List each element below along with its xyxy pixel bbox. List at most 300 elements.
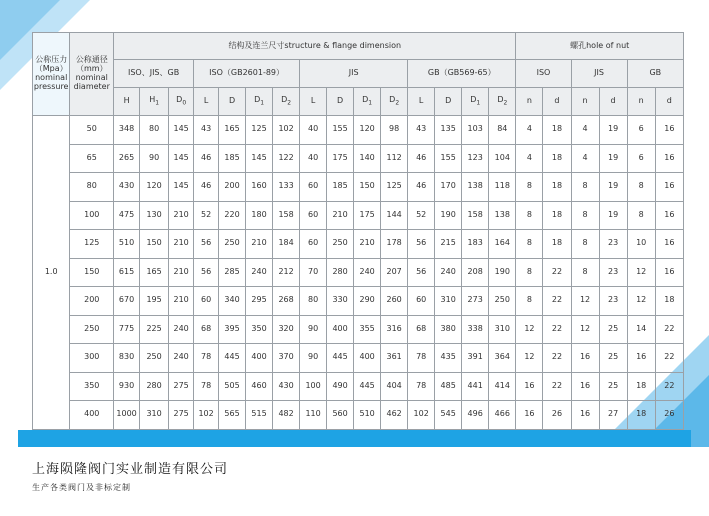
table-cell: 310 — [435, 287, 462, 316]
group-header: ISO — [516, 60, 571, 88]
table-cell: 210 — [327, 201, 354, 230]
column-header — [140, 88, 169, 116]
table-cell: 26 — [543, 401, 571, 430]
table-cell: 565 — [219, 401, 246, 430]
table-cell: 4 — [571, 116, 599, 145]
table-cell: 130 — [140, 201, 169, 230]
column-header — [408, 88, 435, 116]
table-cell: 4 — [571, 144, 599, 173]
column-header — [571, 88, 599, 116]
table-cell: 46 — [194, 173, 219, 202]
group-header: GB（GB569-65） — [408, 60, 516, 88]
table-cell: 485 — [435, 372, 462, 401]
table-row — [33, 173, 684, 202]
table-cell: 23 — [599, 258, 627, 287]
table-cell: 103 — [462, 116, 489, 145]
column-symbol: D — [362, 94, 369, 104]
table-cell: 123 — [462, 144, 489, 173]
table-cell: 52 — [194, 201, 219, 230]
company-name: 上海陨隆阀门实业制造有限公司 — [32, 462, 229, 477]
table-cell: 545 — [435, 401, 462, 430]
table-cell: 6 — [627, 116, 655, 145]
table-cell: 46 — [408, 144, 435, 173]
table-cell: 12 — [516, 315, 543, 344]
group-header: JIS — [300, 60, 408, 88]
table-cell: 435 — [435, 344, 462, 373]
column-symbol: d — [666, 96, 672, 106]
column-symbol: H — [123, 96, 130, 106]
table-cell: 210 — [354, 230, 381, 259]
table-cell: 490 — [327, 372, 354, 401]
column-symbol: D — [470, 94, 477, 104]
column-header — [462, 88, 489, 116]
table-cell: 178 — [381, 230, 408, 259]
table-cell: 208 — [462, 258, 489, 287]
table-cell: 12 — [627, 287, 655, 316]
accent-bar — [18, 430, 691, 447]
table-cell: 145 — [169, 173, 194, 202]
column-symbol: D — [254, 94, 261, 104]
table-row — [33, 116, 684, 145]
table-cell: 90 — [140, 144, 169, 173]
table-cell: 183 — [462, 230, 489, 259]
column-header — [219, 88, 246, 116]
table-cell: 338 — [462, 315, 489, 344]
table-cell: 510 — [114, 230, 140, 259]
table-cell: 12 — [571, 287, 599, 316]
table-cell: 330 — [327, 287, 354, 316]
table-cell: 391 — [462, 344, 489, 373]
table-cell: 90 — [300, 344, 327, 373]
table-cell: 475 — [114, 201, 140, 230]
table-cell: 496 — [462, 401, 489, 430]
table-cell: 445 — [354, 372, 381, 401]
table-cell: 25 — [599, 372, 627, 401]
table-cell: 165 — [219, 116, 246, 145]
table-cell: 210 — [169, 201, 194, 230]
table-cell: 78 — [194, 372, 219, 401]
table-cell: 830 — [114, 344, 140, 373]
table-cell: 430 — [114, 173, 140, 202]
table-cell: 140 — [354, 144, 381, 173]
table-cell: 98 — [381, 116, 408, 145]
table-cell: 275 — [169, 401, 194, 430]
table-cell: 210 — [246, 230, 273, 259]
table-cell: 316 — [381, 315, 408, 344]
table-cell: 78 — [194, 344, 219, 373]
table-cell: 18 — [543, 173, 571, 202]
table-cell: 320 — [273, 315, 300, 344]
table-cell: 240 — [435, 258, 462, 287]
table-cell: 190 — [489, 258, 516, 287]
table-cell: 18 — [543, 116, 571, 145]
table-row — [33, 258, 684, 287]
table-cell: 8 — [516, 287, 543, 316]
table-cell: 310 — [140, 401, 169, 430]
table-cell: 460 — [246, 372, 273, 401]
table-row — [33, 144, 684, 173]
nominal-diameter-cell: 80 — [70, 173, 114, 202]
table-cell: 6 — [627, 144, 655, 173]
table-cell: 56 — [194, 258, 219, 287]
table-cell: 150 — [140, 230, 169, 259]
table-row — [33, 201, 684, 230]
table-cell: 155 — [435, 144, 462, 173]
table-cell: 158 — [273, 201, 300, 230]
table-cell: 22 — [543, 287, 571, 316]
table-cell: 404 — [381, 372, 408, 401]
table-cell: 135 — [435, 116, 462, 145]
table-cell: 930 — [114, 372, 140, 401]
table-cell: 250 — [219, 230, 246, 259]
table-cell: 16 — [655, 230, 683, 259]
table-cell: 280 — [140, 372, 169, 401]
table-cell: 18 — [627, 372, 655, 401]
table-cell: 16 — [516, 401, 543, 430]
table-cell: 250 — [140, 344, 169, 373]
table-cell: 118 — [489, 173, 516, 202]
table-cell: 200 — [219, 173, 246, 202]
table-cell: 27 — [599, 401, 627, 430]
table-cell: 14 — [627, 315, 655, 344]
table-cell: 102 — [408, 401, 435, 430]
table-cell: 170 — [435, 173, 462, 202]
table-cell: 23 — [599, 287, 627, 316]
column-symbol: H — [149, 94, 156, 104]
table-cell: 80 — [300, 287, 327, 316]
table-cell: 68 — [194, 315, 219, 344]
table-cell: 195 — [140, 287, 169, 316]
table-cell: 40 — [300, 144, 327, 173]
table-cell: 175 — [327, 144, 354, 173]
table-cell: 220 — [219, 201, 246, 230]
table-cell: 22 — [543, 315, 571, 344]
table-cell: 445 — [327, 344, 354, 373]
table-cell: 8 — [627, 173, 655, 202]
table-cell: 240 — [354, 258, 381, 287]
column-symbol: D — [389, 94, 396, 104]
table-cell: 120 — [354, 116, 381, 145]
table-cell: 150 — [354, 173, 381, 202]
table-cell: 275 — [169, 372, 194, 401]
table-row — [33, 315, 684, 344]
table-cell: 190 — [435, 201, 462, 230]
table-cell: 350 — [246, 315, 273, 344]
table-cell: 165 — [140, 258, 169, 287]
table-cell: 240 — [246, 258, 273, 287]
column-header — [627, 88, 655, 116]
group-header: GB — [627, 60, 683, 88]
column-header — [381, 88, 408, 116]
table-cell: 207 — [381, 258, 408, 287]
column-subscript: 1 — [368, 99, 373, 107]
table-cell: 19 — [599, 173, 627, 202]
table-cell: 185 — [327, 173, 354, 202]
column-symbol: n — [638, 96, 644, 106]
table-cell: 414 — [489, 372, 516, 401]
table-cell: 280 — [327, 258, 354, 287]
column-header — [194, 88, 219, 116]
table-cell: 70 — [300, 258, 327, 287]
table-cell: 25 — [599, 315, 627, 344]
table-cell: 16 — [571, 401, 599, 430]
table-cell: 515 — [246, 401, 273, 430]
table-cell: 56 — [408, 258, 435, 287]
table-cell: 19 — [599, 144, 627, 173]
table-cell: 125 — [246, 116, 273, 145]
nominal-diameter-cell: 250 — [70, 315, 114, 344]
table-cell: 18 — [655, 287, 683, 316]
column-header — [489, 88, 516, 116]
table-cell: 462 — [381, 401, 408, 430]
table-cell: 46 — [194, 144, 219, 173]
column-header — [599, 88, 627, 116]
table-cell: 60 — [300, 173, 327, 202]
nominal-diameter-cell: 400 — [70, 401, 114, 430]
table-cell: 138 — [462, 173, 489, 202]
table-cell: 482 — [273, 401, 300, 430]
table-cell: 16 — [655, 258, 683, 287]
table-cell: 26 — [655, 401, 683, 430]
table-cell: 8 — [571, 201, 599, 230]
table-cell: 210 — [169, 287, 194, 316]
table-cell: 400 — [354, 344, 381, 373]
spec-table-body — [33, 33, 684, 430]
table-cell: 16 — [516, 372, 543, 401]
table-cell: 12 — [627, 258, 655, 287]
column-header — [246, 88, 273, 116]
column-header-row — [33, 88, 684, 116]
table-row — [33, 401, 684, 430]
table-cell: 110 — [300, 401, 327, 430]
column-header — [114, 88, 140, 116]
nominal-diameter-cell: 150 — [70, 258, 114, 287]
table-cell: 19 — [599, 201, 627, 230]
pressure-value: 1.0 — [33, 116, 70, 430]
diameter-header: 公称通径（mm）nominal diameter — [70, 33, 114, 116]
table-cell: 43 — [408, 116, 435, 145]
table-cell: 25 — [599, 344, 627, 373]
table-cell: 295 — [246, 287, 273, 316]
table-cell: 210 — [169, 258, 194, 287]
table-cell: 138 — [489, 201, 516, 230]
table-cell: 19 — [599, 116, 627, 145]
table-cell: 78 — [408, 372, 435, 401]
table-cell: 8 — [516, 201, 543, 230]
table-cell: 160 — [246, 173, 273, 202]
table-cell: 560 — [327, 401, 354, 430]
table-cell: 112 — [381, 144, 408, 173]
table-cell: 16 — [627, 344, 655, 373]
table-cell: 265 — [114, 144, 140, 173]
table-cell: 78 — [408, 344, 435, 373]
column-header — [516, 88, 543, 116]
column-header — [543, 88, 571, 116]
column-header — [169, 88, 194, 116]
column-symbol: d — [610, 96, 616, 106]
table-cell: 158 — [462, 201, 489, 230]
column-header — [273, 88, 300, 116]
column-symbol: D — [281, 94, 288, 104]
table-cell: 12 — [516, 344, 543, 373]
table-cell: 1000 — [114, 401, 140, 430]
table-cell: 155 — [327, 116, 354, 145]
table-cell: 8 — [571, 173, 599, 202]
table-cell: 215 — [435, 230, 462, 259]
table-cell: 125 — [381, 173, 408, 202]
nominal-diameter-cell: 125 — [70, 230, 114, 259]
table-cell: 775 — [114, 315, 140, 344]
table-cell: 60 — [300, 201, 327, 230]
table-cell: 8 — [516, 173, 543, 202]
table-cell: 122 — [273, 144, 300, 173]
table-cell: 273 — [462, 287, 489, 316]
table-cell: 16 — [655, 173, 683, 202]
table-cell: 364 — [489, 344, 516, 373]
table-cell: 133 — [273, 173, 300, 202]
table-cell: 18 — [543, 230, 571, 259]
table-cell: 18 — [543, 201, 571, 230]
table-cell: 430 — [273, 372, 300, 401]
table-cell: 445 — [219, 344, 246, 373]
nominal-diameter-cell: 200 — [70, 287, 114, 316]
table-cell: 8 — [516, 230, 543, 259]
table-cell: 340 — [219, 287, 246, 316]
table-cell: 8 — [571, 258, 599, 287]
table-cell: 240 — [169, 344, 194, 373]
table-cell: 290 — [354, 287, 381, 316]
column-symbol: D — [445, 96, 452, 106]
table-cell: 361 — [381, 344, 408, 373]
company-slogan: 生产各类阀门及非标定制 — [32, 483, 131, 492]
table-cell: 90 — [300, 315, 327, 344]
column-symbol: D — [337, 96, 344, 106]
table-cell: 10 — [627, 230, 655, 259]
column-symbol: D — [176, 94, 183, 104]
table-cell: 8 — [516, 258, 543, 287]
column-symbol: d — [554, 96, 560, 106]
table-cell: 46 — [408, 173, 435, 202]
table-cell: 670 — [114, 287, 140, 316]
table-cell: 144 — [381, 201, 408, 230]
table-cell: 40 — [300, 116, 327, 145]
column-symbol: D — [228, 96, 236, 106]
table-cell: 60 — [300, 230, 327, 259]
table-cell: 22 — [655, 344, 683, 373]
table-cell: 184 — [273, 230, 300, 259]
column-symbol: L — [203, 96, 209, 106]
structure-dimension-header: 结构及连兰尺寸structure & flange dimension — [114, 33, 516, 60]
table-cell: 466 — [489, 401, 516, 430]
table-cell: 56 — [408, 230, 435, 259]
table-cell: 18 — [543, 144, 571, 173]
column-symbol: n — [526, 96, 532, 106]
table-cell: 102 — [194, 401, 219, 430]
table-cell: 310 — [489, 315, 516, 344]
table-cell: 4 — [516, 144, 543, 173]
table-cell: 510 — [354, 401, 381, 430]
table-cell: 212 — [273, 258, 300, 287]
table-row — [33, 230, 684, 259]
column-header — [300, 88, 327, 116]
table-cell: 260 — [381, 287, 408, 316]
table-cell: 43 — [194, 116, 219, 145]
table-cell: 18 — [627, 401, 655, 430]
table-cell: 16 — [571, 372, 599, 401]
table-row — [33, 372, 684, 401]
table-cell: 100 — [300, 372, 327, 401]
table-cell: 145 — [169, 144, 194, 173]
table-cell: 104 — [489, 144, 516, 173]
table-cell: 8 — [571, 230, 599, 259]
table-row — [33, 344, 684, 373]
table-cell: 56 — [194, 230, 219, 259]
table-cell: 22 — [655, 315, 683, 344]
table-cell: 22 — [543, 344, 571, 373]
table-cell: 505 — [219, 372, 246, 401]
column-header — [655, 88, 683, 116]
table-cell: 210 — [169, 230, 194, 259]
nut-hole-header: 螺孔hole of nut — [516, 33, 684, 60]
table-cell: 380 — [435, 315, 462, 344]
table-cell: 285 — [219, 258, 246, 287]
table-cell: 102 — [273, 116, 300, 145]
table-cell: 23 — [599, 230, 627, 259]
table-cell: 16 — [655, 201, 683, 230]
column-header — [435, 88, 462, 116]
table-cell: 355 — [354, 315, 381, 344]
nominal-diameter-cell: 300 — [70, 344, 114, 373]
table-cell: 22 — [655, 372, 683, 401]
table-cell: 120 — [140, 173, 169, 202]
table-cell: 441 — [462, 372, 489, 401]
table-cell: 180 — [246, 201, 273, 230]
table-cell: 348 — [114, 116, 140, 145]
table-cell: 240 — [169, 315, 194, 344]
nominal-diameter-cell: 350 — [70, 372, 114, 401]
group-header: ISO、JIS、GB — [114, 60, 194, 88]
column-symbol: D — [497, 94, 504, 104]
table-cell: 16 — [655, 144, 683, 173]
table-cell: 250 — [327, 230, 354, 259]
table-cell: 615 — [114, 258, 140, 287]
nominal-diameter-cell: 50 — [70, 116, 114, 145]
spec-table — [32, 32, 684, 430]
table-cell: 185 — [219, 144, 246, 173]
table-cell: 250 — [489, 287, 516, 316]
table-cell: 400 — [327, 315, 354, 344]
table-cell: 68 — [408, 315, 435, 344]
column-symbol: L — [418, 96, 424, 106]
table-cell: 395 — [219, 315, 246, 344]
column-header — [354, 88, 381, 116]
table-cell: 268 — [273, 287, 300, 316]
column-header — [327, 88, 354, 116]
table-cell: 84 — [489, 116, 516, 145]
table-cell: 60 — [194, 287, 219, 316]
group-header: JIS — [571, 60, 627, 88]
table-cell: 145 — [169, 116, 194, 145]
table-cell: 16 — [655, 116, 683, 145]
table-cell: 164 — [489, 230, 516, 259]
table-cell: 370 — [273, 344, 300, 373]
table-cell: 60 — [408, 287, 435, 316]
nominal-diameter-cell: 65 — [70, 144, 114, 173]
column-subscript: 1 — [260, 99, 265, 107]
table-cell: 4 — [516, 116, 543, 145]
table-cell: 52 — [408, 201, 435, 230]
table-cell: 145 — [246, 144, 273, 173]
